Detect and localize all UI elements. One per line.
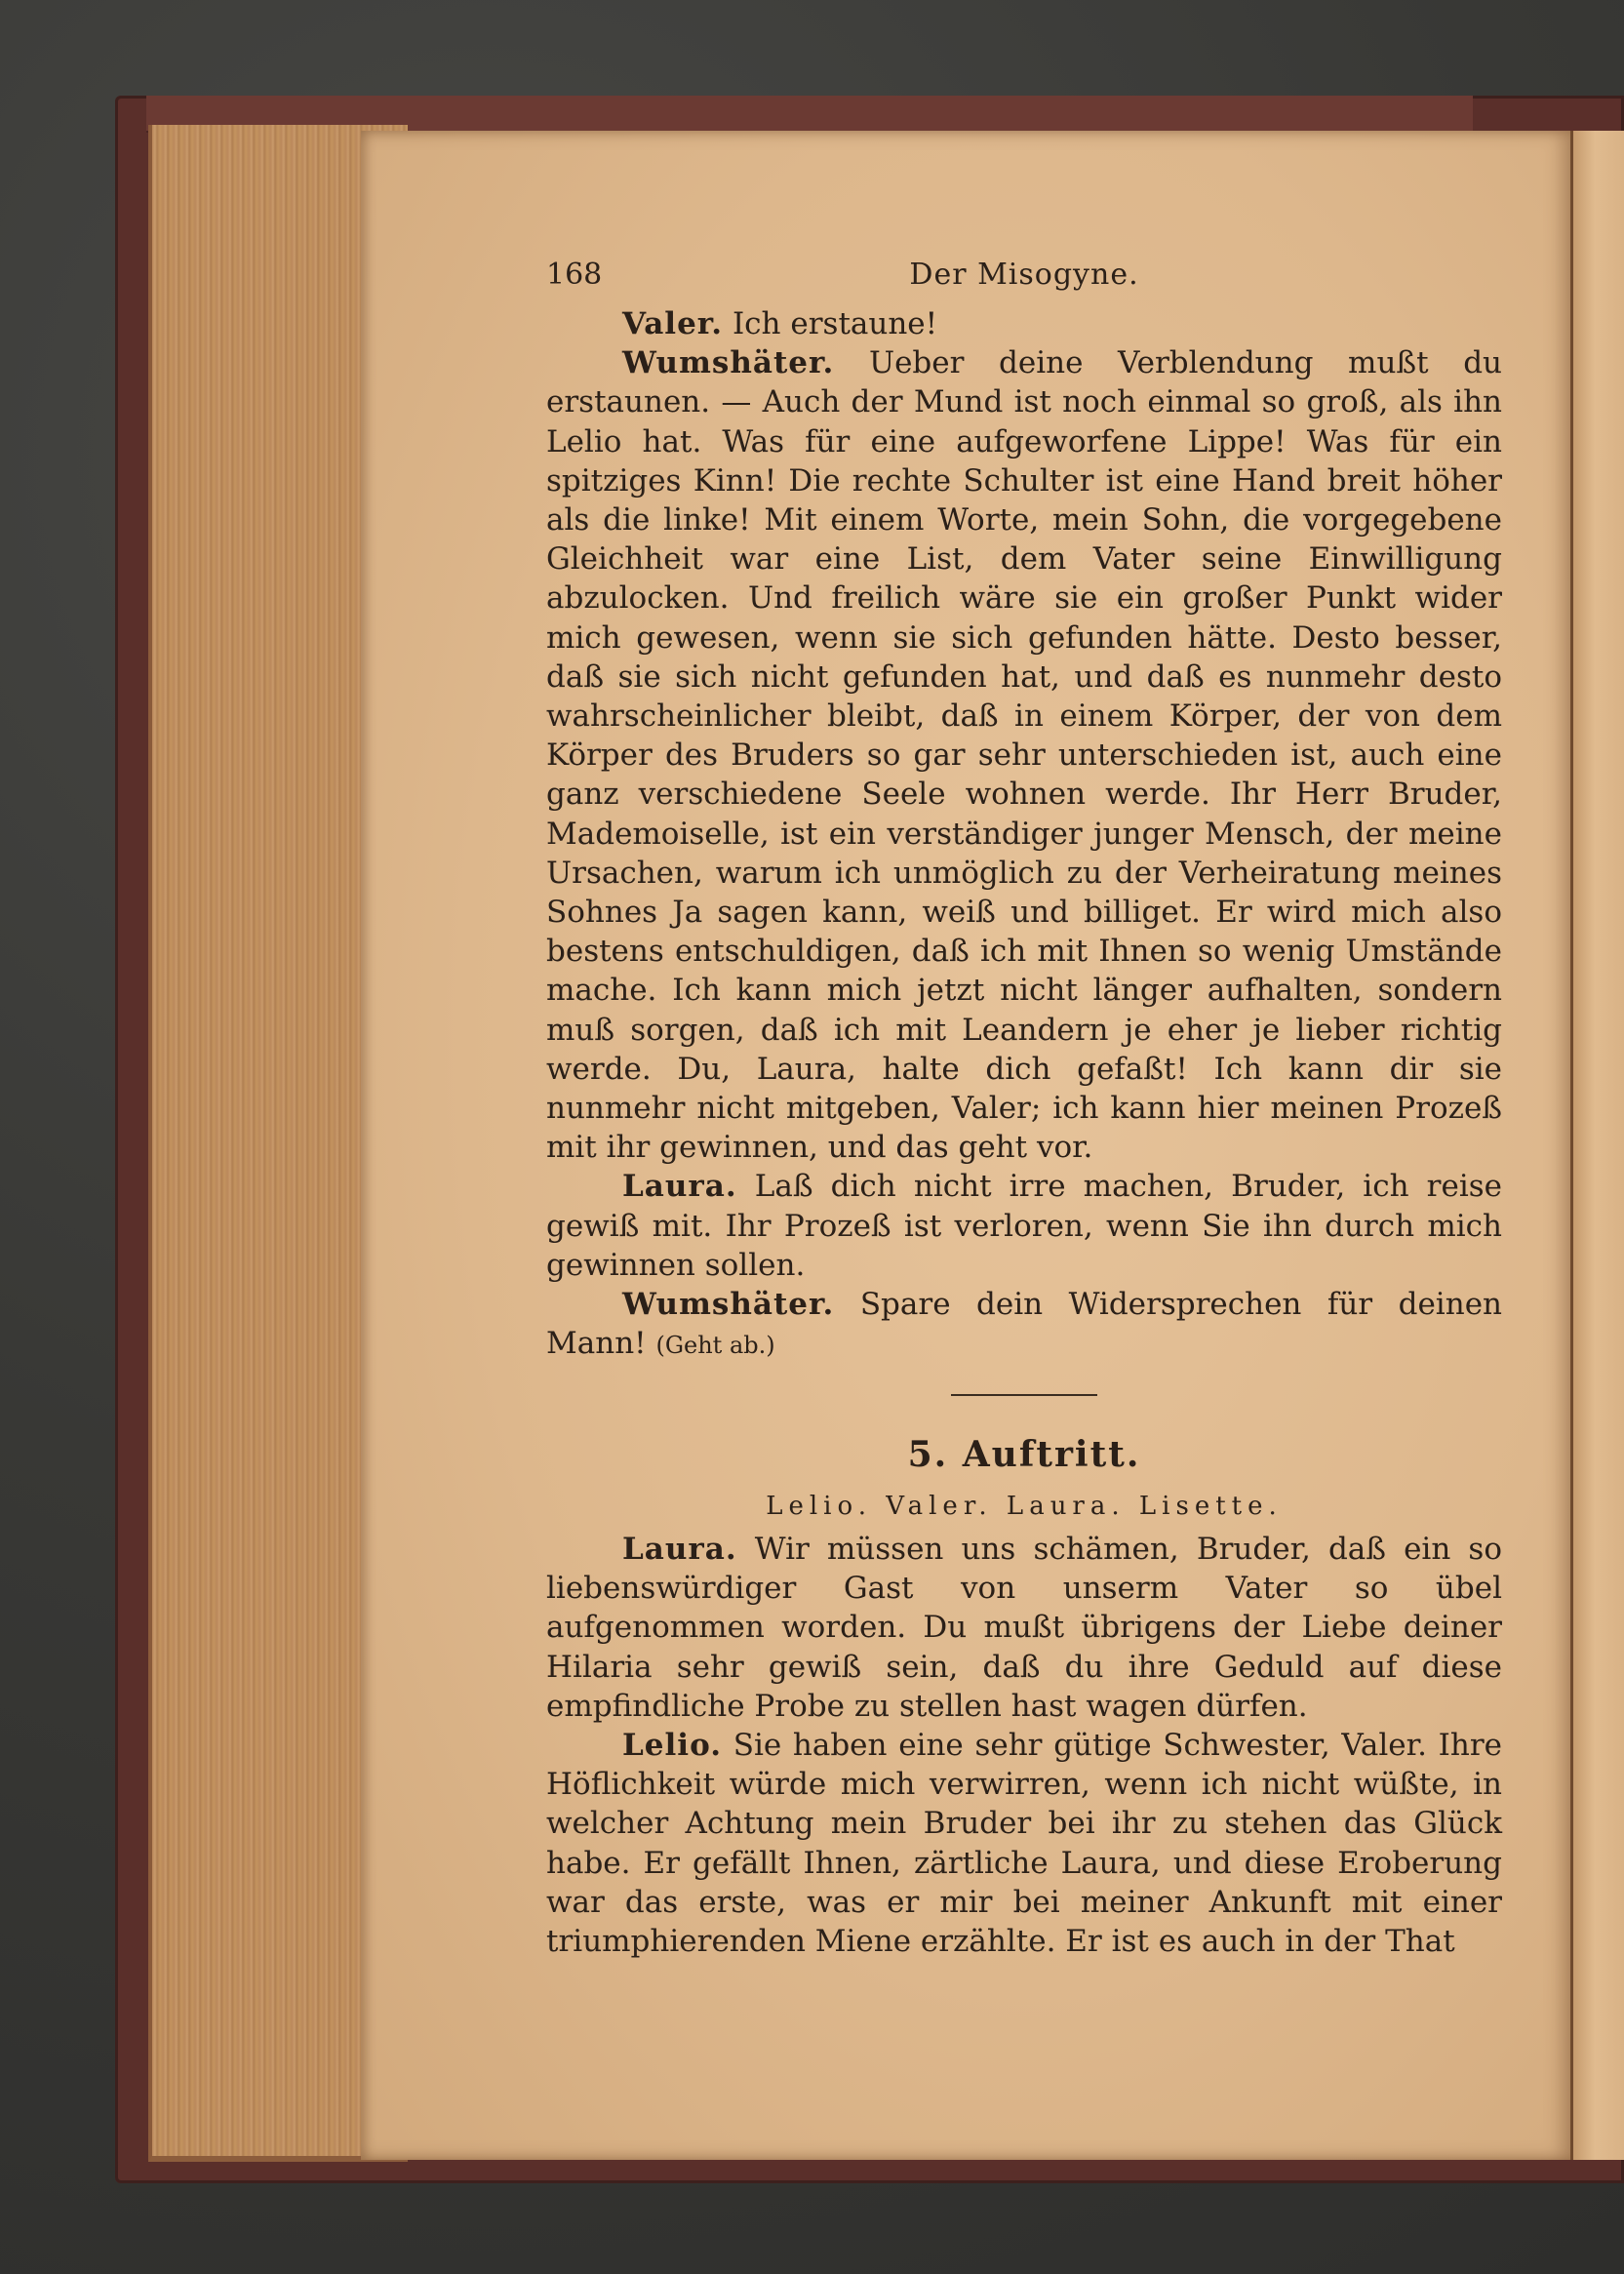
page-content [546, 256, 1502, 1961]
speaker-name: Wumshäter. [622, 345, 835, 381]
speech-valer [546, 304, 1502, 343]
scene-divider [951, 1394, 1097, 1396]
speaker-name: Laura. [622, 1169, 737, 1205]
speech-text: Ich erstaune! [732, 306, 938, 341]
speech-laura [546, 1167, 1502, 1285]
running-title: Der Misogyne. [909, 258, 1139, 292]
page-header [546, 256, 1502, 297]
speaker-name: Lelio. [622, 1727, 722, 1763]
stage-direction: (Geht ab.) [655, 1332, 775, 1360]
next-page-edge [1570, 131, 1624, 2160]
speaker-name: Wumshäter. [622, 1287, 835, 1323]
scene-title: 5. Auftritt. [907, 1434, 1141, 1476]
speech-laura-2 [546, 1530, 1502, 1726]
scene-cast: Lelio. Valer. Laura. Lisette. [766, 1491, 1283, 1521]
speaker-name: Laura. [622, 1531, 737, 1567]
page-number: 168 [546, 258, 603, 292]
speech-wumshaeter-2 [546, 1285, 1502, 1365]
speaker-name: Valer. [622, 306, 724, 341]
speech-wumshaeter [546, 343, 1502, 1167]
speech-text: Wir müssen uns schämen, Bruder, daß ein so liebenswürdiger Gast von unserm Vater so übel aufgenommen worden. Du mußt übrigens der Liebe deiner Hilaria sehr gewiß sein, daß du ihre Geduld auf diese empfindliche Probe zu stellen hast wagen dürfen. [546, 1531, 1502, 1724]
speech-text: Spare dein Widersprechen für deinen Mann! [546, 1287, 1502, 1362]
speech-lelio [546, 1726, 1502, 1961]
speech-text: Ueber deine Verblendung mußt du erstaunen. — Auch der Mund ist noch einmal so groß, als ihn Lelio hat. Was für eine aufgeworfene Lippe! Was für ein spitziges Kinn! Die rechte Schulter ist eine Hand breit höher als die linke! Mit einem Worte, mein Sohn, die vorgegebene Gleichheit war eine List, dem Vater seine Einwilligung abzulocken. Und freilich wäre sie ein großer Punkt wider mich gewesen, wenn sie sich gefunden hätte. Desto besser, daß sie sich nicht gefunden hat, und daß es nunmehr desto wahrscheinlicher bleibt, daß in einem Körper, der von dem Körper des Bruders so gar sehr unterschieden ist, auch eine ganz verschiedene Seele wohnen werde. Ihr Herr Bruder, Mademoiselle, ist ein verständiger junger Mensch, der meine Ursachen, warum ich unmöglich zu der Verheiratung meines Sohnes Ja sagen kann, weiß und billiget. Er wird mich also bestens entschuldigen, daß ich mit Ihnen so wenig Umstände mache. Ich kann mich jetzt nicht länger aufhalten, sondern muß sorgen, daß ich mit Leandern je eher je lieber richtig werde. Du, Laura, halte dich gefaßt! Ich kann dir sie nunmehr nicht mitgeben, Valer; ich kann hier meinen Prozeß mit ihr gewinnen, und das geht vor. [546, 345, 1503, 1166]
speech-text: Laß dich nicht irre machen, Bruder, ich reise gewiß mit. Ihr Prozeß ist verloren, wenn Sie ihn durch mich gewinnen sollen. [546, 1169, 1502, 1283]
speech-text: Sie haben eine sehr gütige Schwester, Valer. Ihre Höflichkeit würde mich verwirren, wenn ich nicht wüßte, in welcher Achtung mein Bruder bei ihr zu stehen das Glück habe. Er gefällt Ihnen, zärtliche Laura, und diese Eroberung war das erste, was er mir bei meiner Ankunft mit einer triumphierenden Miene erzählte. Er ist es auch in der That [546, 1727, 1502, 1959]
